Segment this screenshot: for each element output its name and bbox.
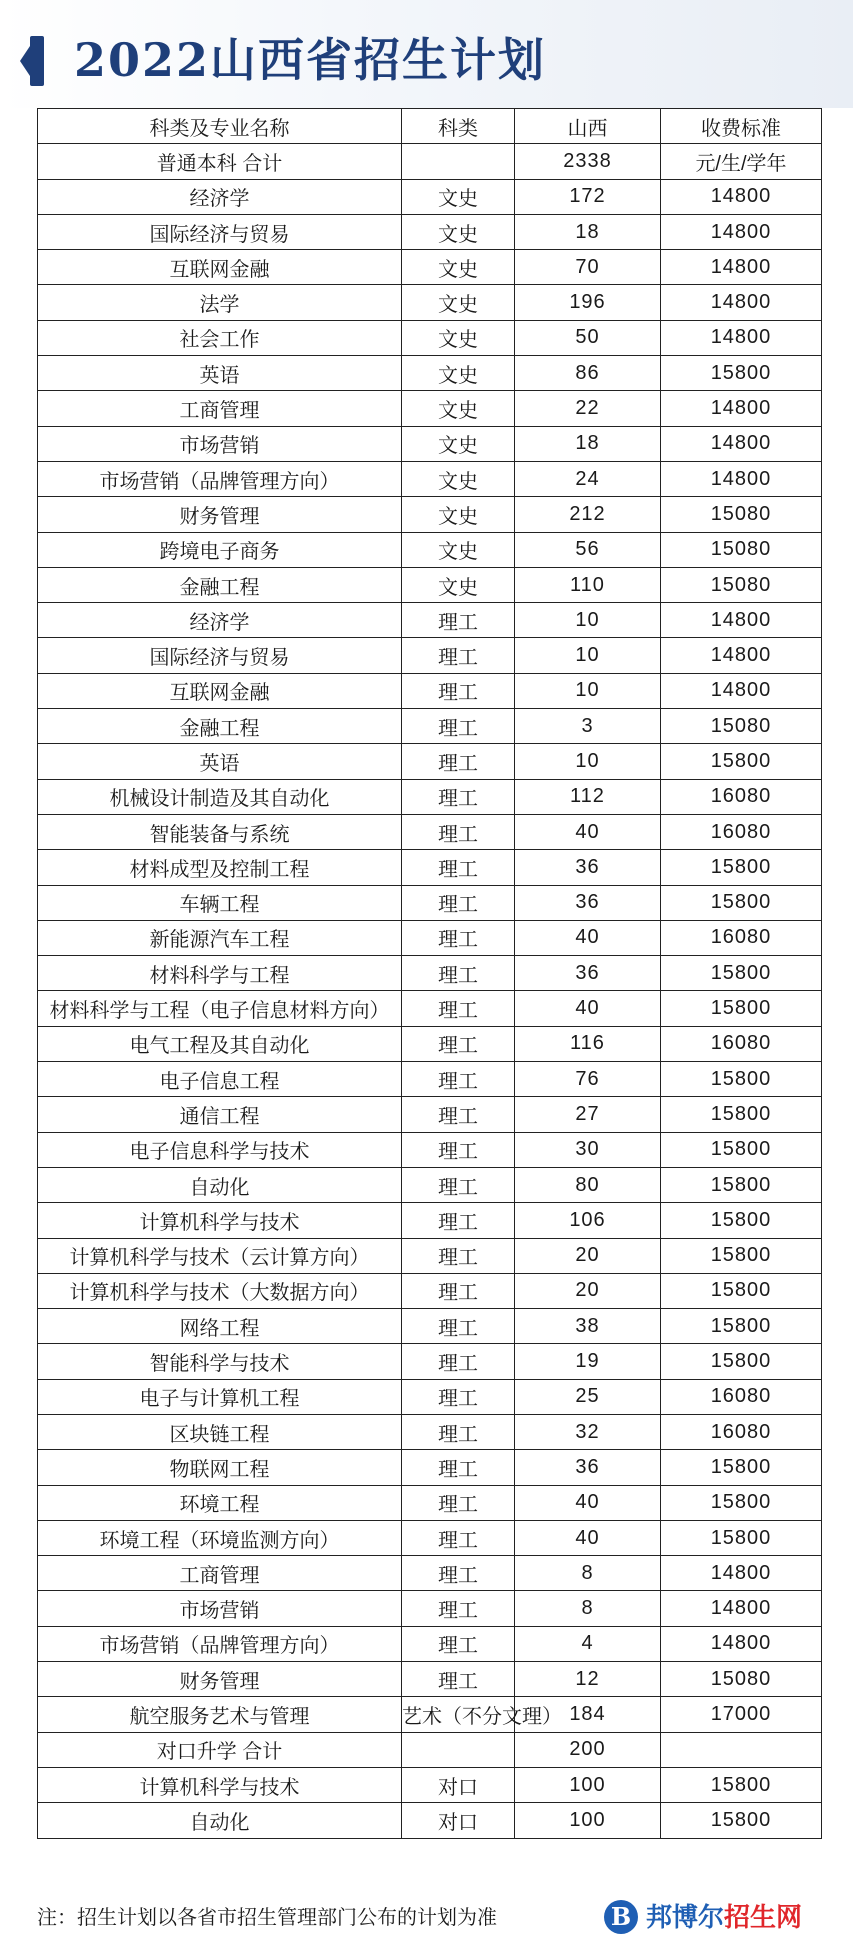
table-row [38,779,822,814]
fee-cell: 15800 [661,885,822,920]
shanxi-quota-cell: 36 [515,1450,661,1485]
category-cell: 文史 [402,567,515,602]
shanxi-quota-cell: 25 [515,1379,661,1414]
major-cell: 互联网金融 [38,673,402,708]
category-cell: 理工 [402,779,515,814]
table-row [38,1062,822,1097]
category-cell: 理工 [402,1203,515,1238]
enrollment-plan-table [37,108,822,1839]
shanxi-quota-cell: 100 [515,1767,661,1802]
shanxi-quota-cell: 18 [515,426,661,461]
shanxi-quota-cell: 2338 [515,144,661,179]
fee-cell: 15800 [661,1203,822,1238]
category-cell: 理工 [402,885,515,920]
major-cell: 机械设计制造及其自动化 [38,779,402,814]
table-row [38,144,822,179]
table-row [38,673,822,708]
fee-cell [661,1732,822,1767]
fee-cell: 16080 [661,779,822,814]
category-cell: 理工 [402,1520,515,1555]
major-cell: 计算机科学与技术 [38,1767,402,1802]
table-row [38,1591,822,1626]
major-cell: 工商管理 [38,1556,402,1591]
major-cell: 物联网工程 [38,1450,402,1485]
major-cell: 航空服务艺术与管理 [38,1697,402,1732]
major-cell: 社会工作 [38,320,402,355]
fee-cell: 15800 [661,1803,822,1838]
major-cell: 工商管理 [38,391,402,426]
category-cell: 对口 [402,1803,515,1838]
table-header-row [38,109,822,144]
fee-cell: 16080 [661,920,822,955]
table-row [38,920,822,955]
shanxi-quota-cell: 184 [515,1697,661,1732]
shanxi-quota-cell: 36 [515,885,661,920]
shanxi-quota-cell: 86 [515,356,661,391]
major-cell: 金融工程 [38,709,402,744]
column-header-fee: 收费标准 [661,109,822,144]
table-row [38,1556,822,1591]
fee-cell: 14800 [661,285,822,320]
major-cell: 材料科学与工程 [38,956,402,991]
fee-cell: 16080 [661,1026,822,1061]
category-cell: 理工 [402,920,515,955]
major-cell: 市场营销 [38,1591,402,1626]
table-row [38,1697,822,1732]
shanxi-quota-cell: 40 [515,1485,661,1520]
fee-cell: 14800 [661,638,822,673]
title-accent-bar [30,36,44,86]
fee-cell: 14800 [661,461,822,496]
category-cell: 理工 [402,1485,515,1520]
major-cell: 英语 [38,356,402,391]
table-row [38,1485,822,1520]
category-cell: 艺术（不分文理） [402,1697,515,1732]
table-row [38,709,822,744]
major-cell: 英语 [38,744,402,779]
fee-cell: 14800 [661,214,822,249]
shanxi-quota-cell: 70 [515,250,661,285]
table-row [38,1097,822,1132]
category-cell: 理工 [402,1062,515,1097]
major-cell: 法学 [38,285,402,320]
shanxi-quota-cell: 10 [515,744,661,779]
table-row [38,1767,822,1802]
table-row [38,814,822,849]
category-cell: 理工 [402,1273,515,1308]
category-cell: 理工 [402,1344,515,1379]
category-cell: 文史 [402,532,515,567]
fee-cell: 15800 [661,1062,822,1097]
major-cell: 跨境电子商务 [38,532,402,567]
fee-cell: 15800 [661,1344,822,1379]
table-row [38,885,822,920]
fee-cell: 15800 [661,1273,822,1308]
table-row [38,850,822,885]
fee-cell: 15800 [661,1238,822,1273]
shanxi-quota-cell: 32 [515,1414,661,1449]
fee-cell: 15800 [661,850,822,885]
major-cell: 网络工程 [38,1309,402,1344]
fee-cell: 15800 [661,1309,822,1344]
shanxi-quota-cell: 10 [515,638,661,673]
major-cell: 市场营销（品牌管理方向） [38,1626,402,1661]
table-row [38,1203,822,1238]
table-row [38,1414,822,1449]
major-cell: 财务管理 [38,1662,402,1697]
category-cell: 理工 [402,1662,515,1697]
category-cell: 理工 [402,1238,515,1273]
table-row [38,638,822,673]
shanxi-quota-cell: 172 [515,179,661,214]
fee-cell: 14800 [661,673,822,708]
watermark-text [646,1898,802,1938]
table-row [38,1132,822,1167]
category-cell [402,144,515,179]
category-cell: 理工 [402,744,515,779]
shanxi-quota-cell: 110 [515,567,661,602]
major-cell: 电子信息科学与技术 [38,1132,402,1167]
category-cell: 文史 [402,391,515,426]
category-cell: 文史 [402,320,515,355]
fee-cell: 14800 [661,391,822,426]
table-row [38,603,822,638]
major-cell: 普通本科 合计 [38,144,402,179]
table-row [38,1309,822,1344]
major-cell: 经济学 [38,179,402,214]
major-cell: 电子与计算机工程 [38,1379,402,1414]
shanxi-quota-cell: 200 [515,1732,661,1767]
fee-cell: 14800 [661,426,822,461]
page-title: 2022山西省招生计划 [74,33,547,87]
table-row [38,1026,822,1061]
table-row [38,461,822,496]
category-cell: 文史 [402,250,515,285]
table-row [38,497,822,532]
shanxi-quota-cell: 50 [515,320,661,355]
table-row [38,250,822,285]
shanxi-quota-cell: 100 [515,1803,661,1838]
major-cell: 通信工程 [38,1097,402,1132]
shanxi-quota-cell: 22 [515,391,661,426]
category-cell [402,1732,515,1767]
table-row [38,1732,822,1767]
watermark-text-part1: 邦博尔 [646,1903,725,1933]
category-cell: 理工 [402,1026,515,1061]
category-cell: 理工 [402,1626,515,1661]
shanxi-quota-cell: 76 [515,1062,661,1097]
category-cell: 理工 [402,1097,515,1132]
table-row [38,991,822,1026]
category-cell: 理工 [402,1556,515,1591]
major-cell: 国际经济与贸易 [38,638,402,673]
major-cell: 智能科学与技术 [38,1344,402,1379]
fee-cell: 15800 [661,1132,822,1167]
table-row [38,391,822,426]
major-cell: 财务管理 [38,497,402,532]
category-cell: 文史 [402,356,515,391]
table-row [38,1344,822,1379]
category-cell: 理工 [402,638,515,673]
major-cell: 计算机科学与技术 [38,1203,402,1238]
fee-cell: 15800 [661,1485,822,1520]
fee-cell: 16080 [661,1379,822,1414]
fee-cell: 16080 [661,814,822,849]
shanxi-quota-cell: 8 [515,1556,661,1591]
shanxi-quota-cell: 20 [515,1273,661,1308]
shanxi-quota-cell: 20 [515,1238,661,1273]
shanxi-quota-cell: 40 [515,814,661,849]
category-cell: 理工 [402,1167,515,1202]
shanxi-quota-cell: 10 [515,673,661,708]
fee-cell: 元/生/学年 [661,144,822,179]
major-cell: 电子信息工程 [38,1062,402,1097]
category-cell: 理工 [402,814,515,849]
fee-cell: 15800 [661,1450,822,1485]
watermark-text-part2: 招生网 [724,1903,803,1933]
category-cell: 理工 [402,1414,515,1449]
category-cell: 文史 [402,426,515,461]
fee-cell: 15800 [661,991,822,1026]
table-row [38,532,822,567]
shanxi-quota-cell: 24 [515,461,661,496]
table-row [38,285,822,320]
table-row [38,1450,822,1485]
category-cell: 文史 [402,461,515,496]
shanxi-quota-cell: 8 [515,1591,661,1626]
category-cell: 理工 [402,709,515,744]
column-header-category: 科类 [402,109,515,144]
major-cell: 电气工程及其自动化 [38,1026,402,1061]
footer-note: 注：招生计划以各省市招生管理部门公布的计划为准 [37,1907,497,1929]
fee-cell: 15080 [661,1662,822,1697]
shanxi-quota-cell: 38 [515,1309,661,1344]
shanxi-quota-cell: 80 [515,1167,661,1202]
major-cell: 环境工程（环境监测方向） [38,1520,402,1555]
major-cell: 区块链工程 [38,1414,402,1449]
shanxi-quota-cell: 36 [515,850,661,885]
shanxi-quota-cell: 4 [515,1626,661,1661]
major-cell: 自动化 [38,1803,402,1838]
major-cell: 经济学 [38,603,402,638]
category-cell: 理工 [402,956,515,991]
major-cell: 材料科学与工程（电子信息材料方向） [38,991,402,1026]
table-row [38,1662,822,1697]
major-cell: 市场营销（品牌管理方向） [38,461,402,496]
shanxi-quota-cell: 10 [515,603,661,638]
table-row [38,1273,822,1308]
shanxi-quota-cell: 27 [515,1097,661,1132]
shanxi-quota-cell: 56 [515,532,661,567]
fee-cell: 15800 [661,1767,822,1802]
fee-cell: 14800 [661,1591,822,1626]
header-band [0,0,853,108]
category-cell: 理工 [402,1379,515,1414]
category-cell: 理工 [402,1132,515,1167]
fee-cell: 14800 [661,1626,822,1661]
table-body [38,144,822,1838]
category-cell: 理工 [402,1450,515,1485]
fee-cell: 14800 [661,320,822,355]
fee-cell: 15080 [661,567,822,602]
fee-cell: 15800 [661,1167,822,1202]
table-row [38,214,822,249]
shanxi-quota-cell: 196 [515,285,661,320]
table-row [38,567,822,602]
major-cell: 金融工程 [38,567,402,602]
shanxi-quota-cell: 40 [515,991,661,1026]
shanxi-quota-cell: 112 [515,779,661,814]
shanxi-quota-cell: 12 [515,1662,661,1697]
shanxi-quota-cell: 40 [515,920,661,955]
shanxi-quota-cell: 116 [515,1026,661,1061]
table-row [38,956,822,991]
table-row [38,320,822,355]
table-row [38,356,822,391]
fee-cell: 15080 [661,532,822,567]
shanxi-quota-cell: 212 [515,497,661,532]
major-cell: 材料成型及控制工程 [38,850,402,885]
major-cell: 计算机科学与技术（大数据方向） [38,1273,402,1308]
major-cell: 市场营销 [38,426,402,461]
watermark-logo-icon: B [604,1900,638,1934]
fee-cell: 15800 [661,1097,822,1132]
major-cell: 新能源汽车工程 [38,920,402,955]
shanxi-quota-cell: 36 [515,956,661,991]
table-row [38,1626,822,1661]
fee-cell: 14800 [661,250,822,285]
major-cell: 车辆工程 [38,885,402,920]
fee-cell: 15080 [661,709,822,744]
category-cell: 理工 [402,850,515,885]
fee-cell: 17000 [661,1697,822,1732]
major-cell: 智能装备与系统 [38,814,402,849]
fee-cell: 16080 [661,1414,822,1449]
fee-cell: 15800 [661,956,822,991]
fee-cell: 14800 [661,179,822,214]
category-cell: 理工 [402,673,515,708]
category-cell: 理工 [402,991,515,1026]
major-cell: 互联网金融 [38,250,402,285]
category-cell: 理工 [402,603,515,638]
site-watermark [604,1898,844,1938]
category-cell: 文史 [402,179,515,214]
shanxi-quota-cell: 3 [515,709,661,744]
shanxi-quota-cell: 40 [515,1520,661,1555]
fee-cell: 15800 [661,356,822,391]
table-row [38,1520,822,1555]
table-row [38,744,822,779]
category-cell: 文史 [402,214,515,249]
fee-cell: 15800 [661,744,822,779]
fee-cell: 15080 [661,497,822,532]
shanxi-quota-cell: 106 [515,1203,661,1238]
category-cell: 理工 [402,1309,515,1344]
shanxi-quota-cell: 18 [515,214,661,249]
shanxi-quota-cell: 30 [515,1132,661,1167]
major-cell: 计算机科学与技术（云计算方向） [38,1238,402,1273]
category-cell: 理工 [402,1591,515,1626]
major-cell: 国际经济与贸易 [38,214,402,249]
table-row [38,1238,822,1273]
fee-cell: 15800 [661,1520,822,1555]
shanxi-quota-cell: 19 [515,1344,661,1379]
category-cell: 文史 [402,497,515,532]
column-header-shanxi: 山西 [515,109,661,144]
table-row [38,1379,822,1414]
major-cell: 环境工程 [38,1485,402,1520]
table-row [38,1803,822,1838]
major-cell: 自动化 [38,1167,402,1202]
table-row [38,179,822,214]
category-cell: 文史 [402,285,515,320]
fee-cell: 14800 [661,603,822,638]
category-cell: 对口 [402,1767,515,1802]
major-cell: 对口升学 合计 [38,1732,402,1767]
fee-cell: 14800 [661,1556,822,1591]
table-row [38,426,822,461]
column-header-major: 科类及专业名称 [38,109,402,144]
table-row [38,1167,822,1202]
